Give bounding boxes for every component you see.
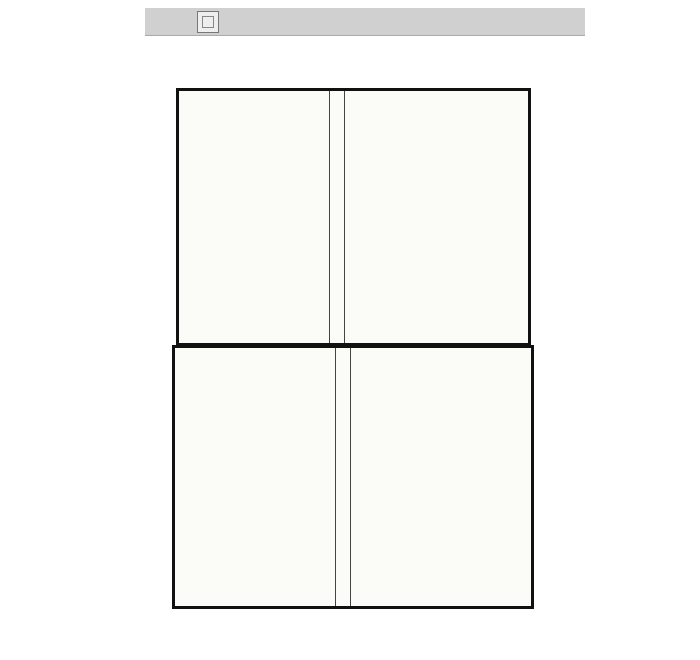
scanned-page-bottom: [172, 345, 534, 609]
fold-band: [335, 348, 351, 606]
running-header: [145, 8, 585, 36]
scanned-page-top: [176, 88, 531, 346]
publisher-logo-icon: [197, 11, 219, 33]
fold-band: [329, 91, 345, 343]
